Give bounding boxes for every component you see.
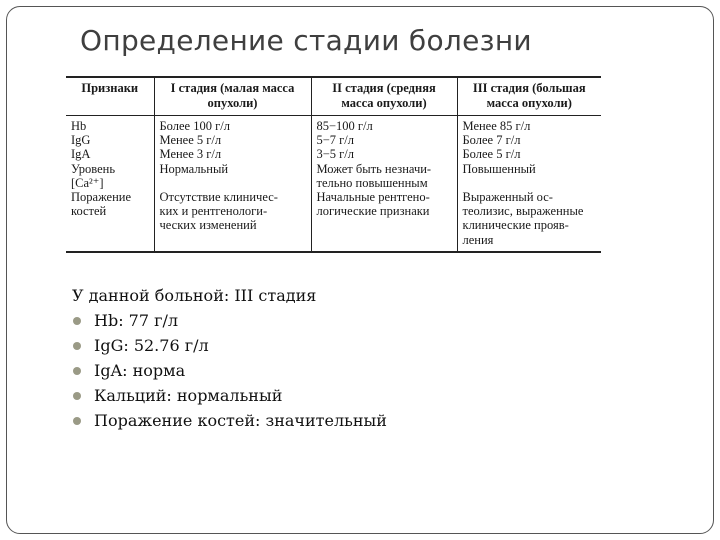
header-stage-2: II стадия (средняя масса опухоли): [311, 77, 457, 116]
stage-criteria-table: [66, 76, 601, 253]
list-item: [72, 308, 387, 333]
list-item-text: Hb: 77 г/л: [94, 311, 179, 330]
list-item-text: IgA: норма: [94, 361, 186, 380]
header-stage-1: I стадия (малая масса опухоли): [154, 77, 311, 116]
list-item: [72, 383, 387, 408]
bullet-icon: [73, 367, 81, 375]
bullet-icon: [73, 317, 81, 325]
summary-list: [72, 308, 387, 433]
stage-3-cell: Менее 85 г/л Более 7 г/л Более 5 г/л Повышенный Выраженный ос- теолизис, выраженные клинические прояв- ления: [457, 116, 601, 252]
list-item: [72, 333, 387, 358]
list-item-text: IgG: 52.76 г/л: [94, 336, 209, 355]
header-criteria: Признаки: [66, 77, 154, 116]
patient-summary: [72, 283, 387, 433]
bullet-icon: [73, 342, 81, 350]
stage-1-cell: Более 100 г/л Менее 5 г/л Менее 3 г/л Нормальный Отсутствие клиничес- ких и рентгенологи- ческих изменений: [154, 116, 311, 252]
header-stage-3: III стадия (большая масса опухоли): [457, 77, 601, 116]
criteria-cell: Hb IgG IgA Уровень [Ca²⁺] Поражение костей: [71, 119, 132, 219]
summary-heading: У данной больной: III стадия: [72, 286, 317, 305]
list-item-text: Кальций: нормальный: [94, 386, 283, 405]
stage-2-cell: 85−100 г/л 5−7 г/л 3−5 г/л Может быть незначи- тельно повышенным Начальные рентгено- логические признаки: [311, 116, 457, 252]
bullet-icon: [73, 417, 81, 425]
list-item-text: Поражение костей: значительный: [94, 411, 387, 430]
list-item: [72, 358, 387, 383]
list-item: [72, 408, 387, 433]
table-header-row: [66, 77, 601, 116]
slide-title: Определение стадии болезни: [80, 24, 532, 57]
bullet-icon: [73, 392, 81, 400]
table-row: [66, 116, 601, 252]
